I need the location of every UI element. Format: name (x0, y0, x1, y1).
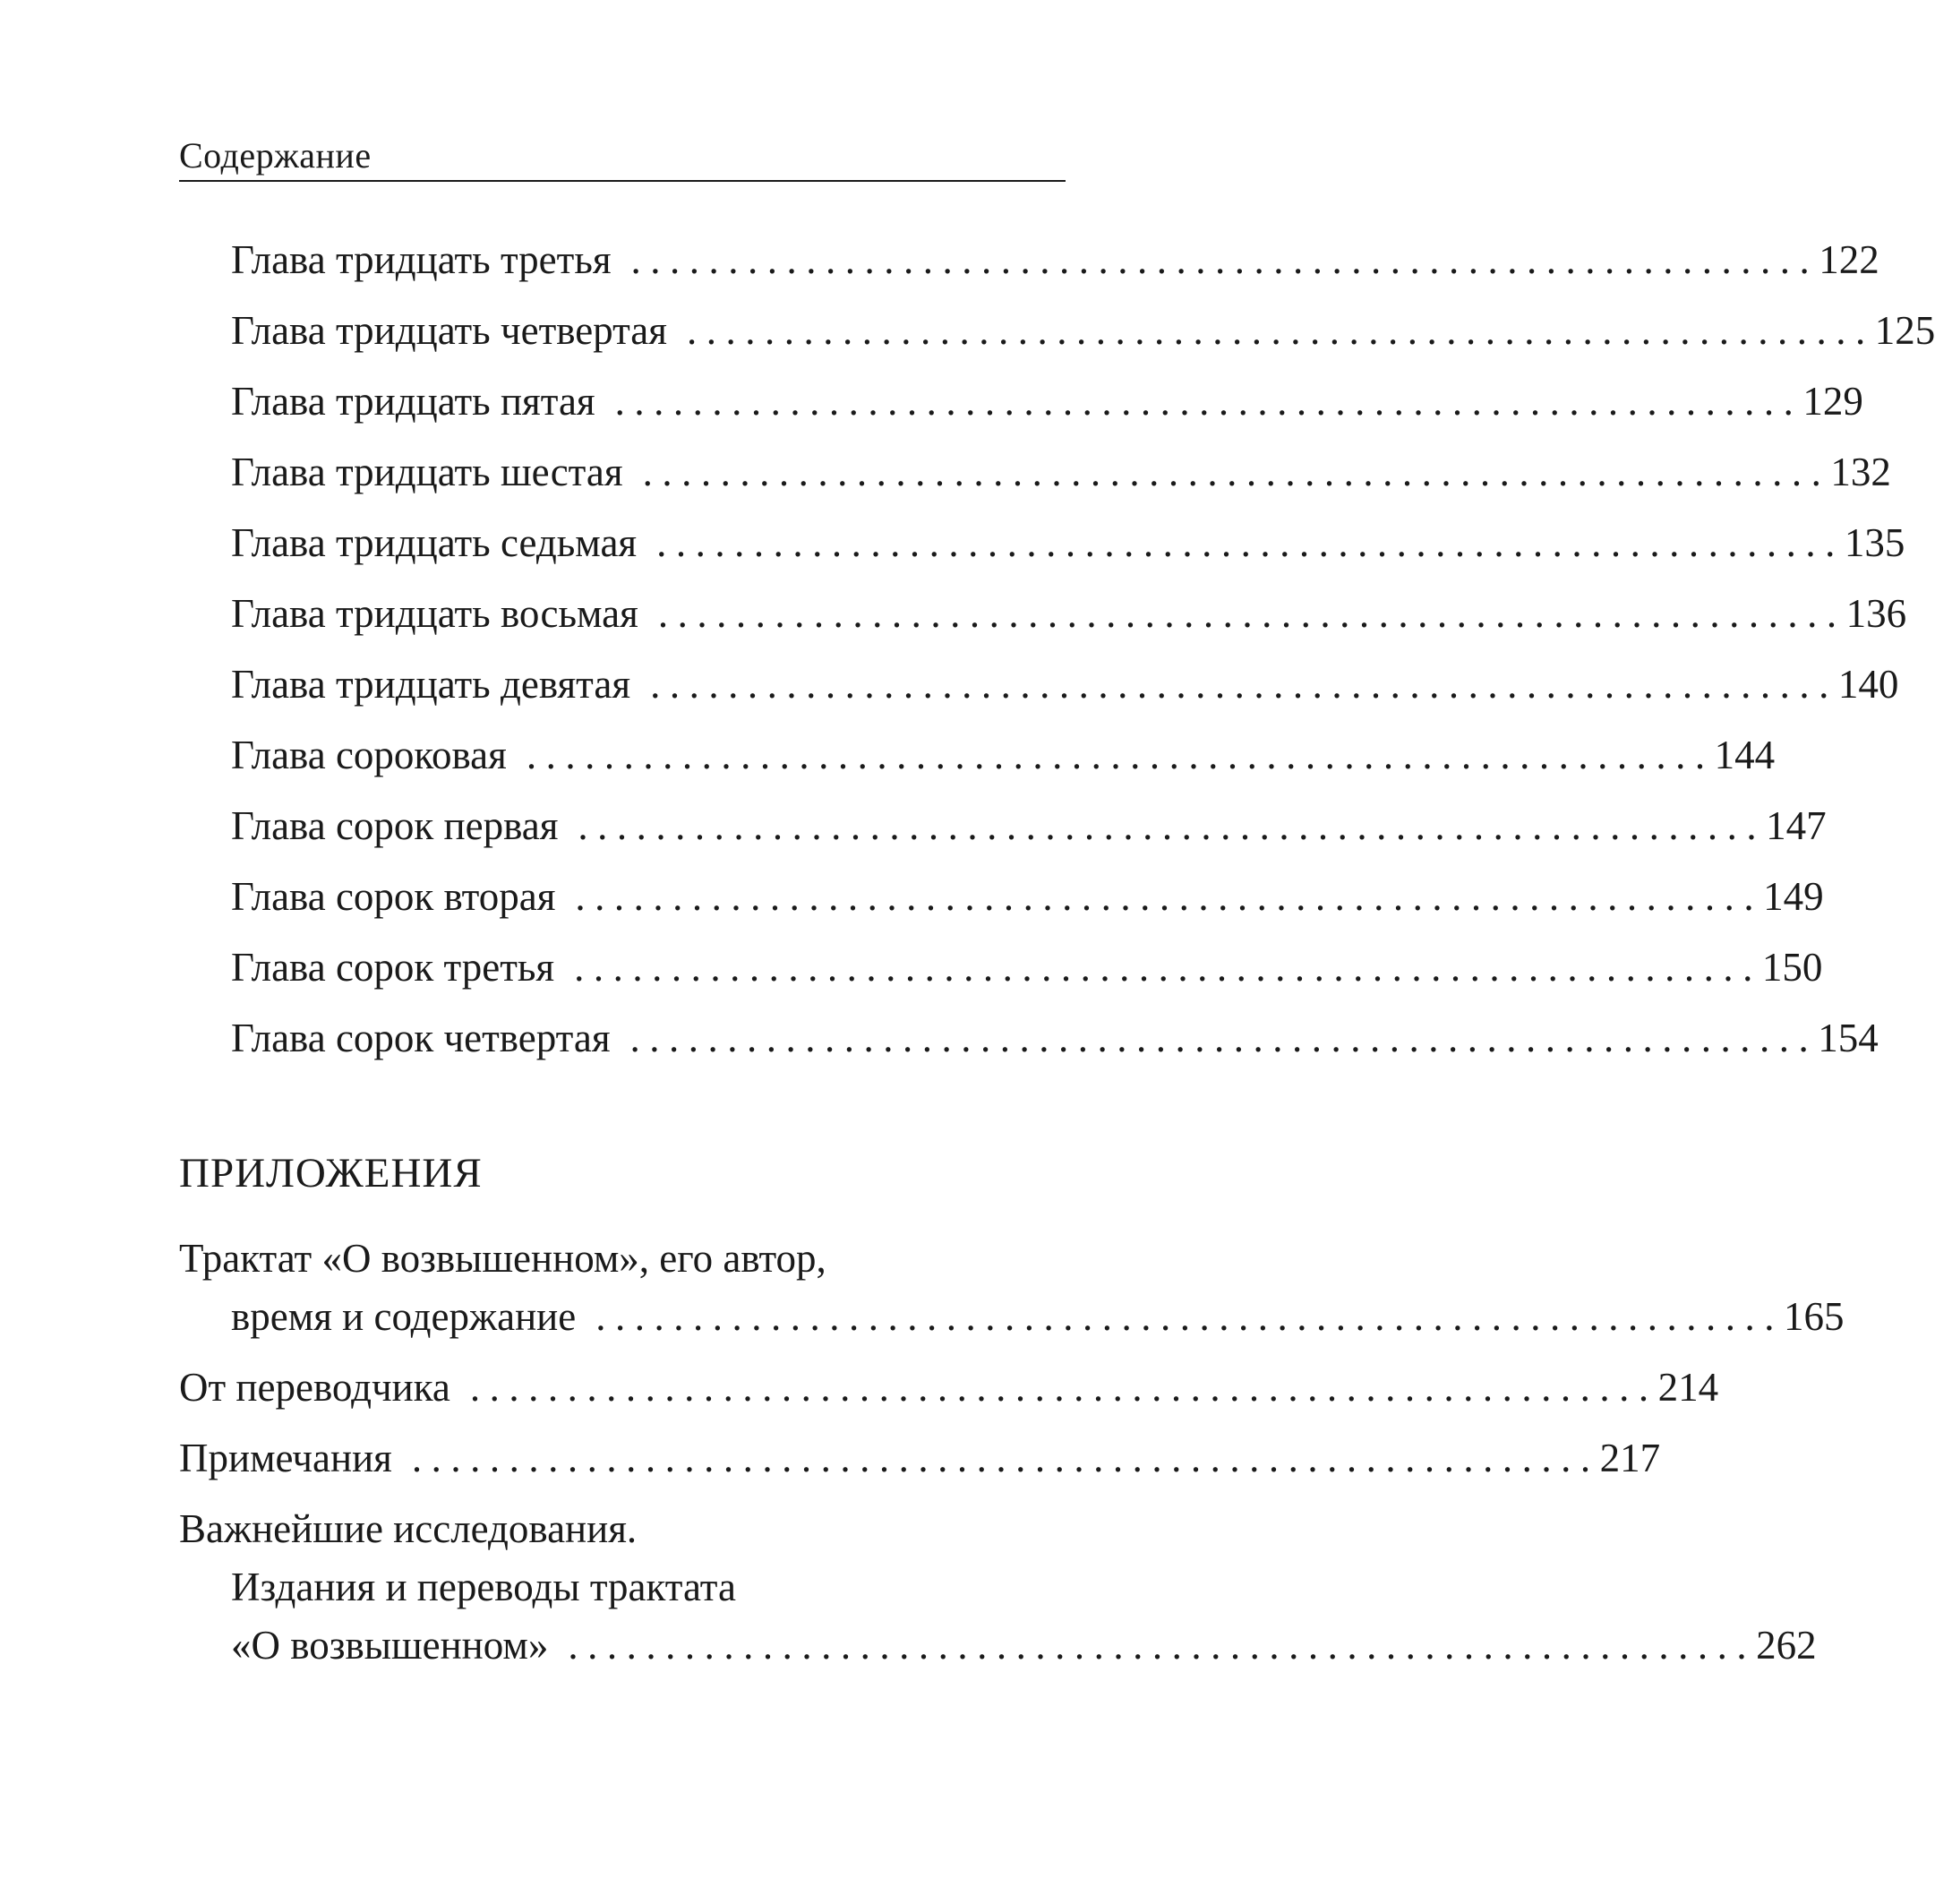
dot-leader: ............................................................. (614, 379, 1803, 424)
toc-entry-title: Глава сорок вторая (231, 874, 556, 919)
toc-entry-page: 125 (1874, 308, 1935, 353)
dot-leader: ............................................................. (575, 874, 1764, 919)
toc-entry-title: От переводчика (179, 1365, 450, 1410)
dot-leader: ............................................................. (595, 1294, 1784, 1339)
dot-leader: ............................................................. (526, 733, 1715, 777)
dot-leader: ............................................................. (411, 1436, 1600, 1480)
toc-entry-page: 165 (1783, 1294, 1845, 1339)
studies-subtitle-line[interactable]: Издания и переводы трактата (231, 1565, 736, 1609)
toc-entry[interactable] (231, 799, 1827, 853)
toc-entry[interactable] (231, 304, 1935, 357)
header-rule (179, 180, 1066, 182)
toc-entry-title: Глава сорок третья (231, 945, 555, 990)
toc-entry-notes[interactable] (179, 1431, 1661, 1485)
toc-entry[interactable] (231, 870, 1824, 923)
toc-entry-page: 136 (1845, 591, 1907, 636)
toc-entry-title: Глава тридцать пятая (231, 379, 595, 424)
toc-entry-title: время и содержание (231, 1294, 577, 1339)
toc-entry-page: 122 (1819, 237, 1879, 282)
toc-entry-page: 150 (1761, 945, 1823, 990)
dot-leader: ............................................................. (578, 803, 1767, 848)
dot-leader: ............................................................. (657, 591, 1846, 636)
toc-entry-page: 132 (1830, 450, 1891, 494)
dot-leader: ............................................................. (650, 662, 1838, 707)
toc-entry-title: Глава сорок четвертая (231, 1016, 611, 1060)
toc-entry-title: Глава тридцать седьмая (231, 520, 638, 565)
toc-entry-title: Глава сорок первая (231, 803, 559, 848)
toc-entry-title: Глава тридцать девятая (231, 662, 631, 707)
toc-entry-title: Глава тридцать восьмая (231, 591, 638, 636)
running-head: Содержание (179, 135, 372, 176)
toc-entry-title: Примечания (179, 1436, 392, 1480)
toc-entry-page: 149 (1763, 874, 1824, 919)
toc-entry-page: 129 (1802, 379, 1863, 424)
toc-entry-treatise[interactable] (231, 1290, 1845, 1343)
toc-entry-title: Глава тридцать четвертая (231, 308, 667, 353)
dot-leader: ............................................................. (656, 520, 1845, 565)
dot-leader: ............................................................. (686, 308, 1875, 353)
toc-entry-page: 214 (1657, 1365, 1719, 1410)
toc-entry[interactable] (231, 1011, 1879, 1065)
toc-entry-page: 262 (1756, 1623, 1817, 1668)
studies-title-line[interactable]: Важнейшие исследования. (179, 1506, 638, 1551)
toc-entry-title: «О возвышенном» (231, 1623, 549, 1668)
toc-entry-page: 147 (1766, 803, 1827, 848)
toc-entry-title: Глава тридцать шестая (231, 450, 623, 494)
treatise-title-line[interactable]: Трактат «О возвышенном», его автор, (179, 1236, 826, 1281)
toc-entry[interactable] (231, 233, 1879, 287)
toc-entry-title: Глава тридцать третья (231, 237, 612, 282)
toc-entry-page: 154 (1818, 1016, 1879, 1060)
toc-entry[interactable] (231, 445, 1891, 499)
toc-entry-translator[interactable] (179, 1360, 1719, 1414)
toc-entry[interactable] (231, 657, 1899, 711)
toc-entry[interactable] (231, 587, 1907, 640)
toc-entry-studies[interactable] (231, 1618, 1817, 1672)
appendix-heading: ПРИЛОЖЕНИЯ (179, 1150, 483, 1196)
toc-entry[interactable] (231, 728, 1776, 782)
dot-leader: ............................................................. (629, 1016, 1819, 1060)
toc-entry[interactable] (231, 374, 1863, 428)
toc-entry-title: Глава сороковая (231, 733, 507, 777)
toc-entry[interactable] (231, 516, 1905, 570)
toc-entry-page: 135 (1844, 520, 1905, 565)
dot-leader: ............................................................. (469, 1365, 1658, 1410)
toc-entry[interactable] (231, 940, 1823, 994)
toc-entry-page: 144 (1714, 733, 1776, 777)
dot-leader: ............................................................. (568, 1623, 1757, 1668)
toc-entry-page: 217 (1599, 1436, 1661, 1480)
dot-leader: ............................................................. (642, 450, 1831, 494)
dot-leader: ............................................................. (574, 945, 1762, 990)
dot-leader: ............................................................. (630, 237, 1819, 282)
toc-entry-page: 140 (1837, 662, 1899, 707)
